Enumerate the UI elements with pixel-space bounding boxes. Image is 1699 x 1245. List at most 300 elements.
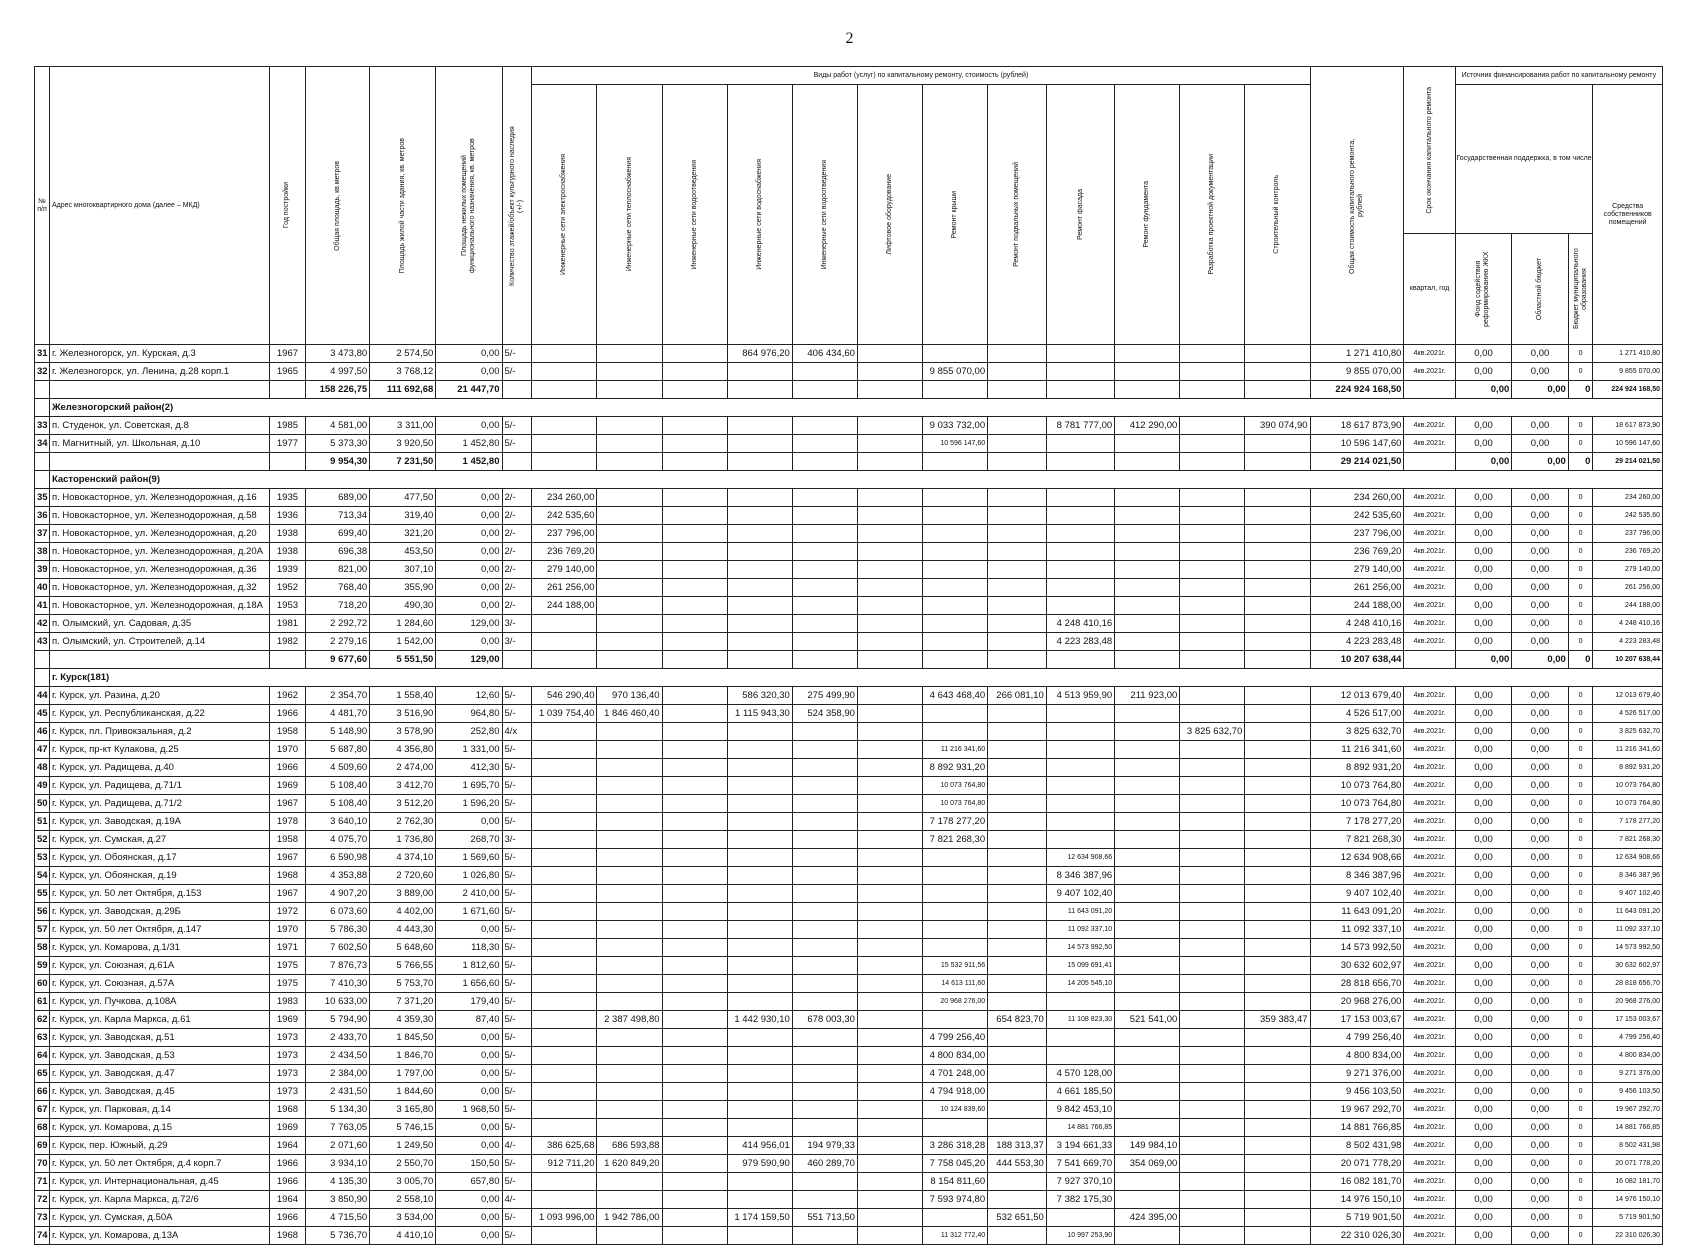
work-cost-7 bbox=[923, 615, 988, 633]
address: г. Курск, ул. 50 лет Октября, д.4 корп.7 bbox=[49, 1155, 269, 1173]
owners-amount: 20 968 276,00 bbox=[1593, 993, 1663, 1011]
municipal-amount: 0 bbox=[1568, 1029, 1593, 1047]
total-cost: 16 082 181,70 bbox=[1310, 1173, 1404, 1191]
total-cost: 237 796,00 bbox=[1310, 525, 1404, 543]
build-year: 1968 bbox=[269, 1227, 305, 1245]
work-cost-2 bbox=[597, 579, 662, 597]
address: п. Студенок, ул. Советская, д.8 bbox=[49, 417, 269, 435]
living-area: 4 374,10 bbox=[370, 849, 436, 867]
header-work-roof: Ремонт крыши bbox=[923, 85, 988, 345]
nonres-area: 0,00 bbox=[436, 507, 502, 525]
work-cost-1 bbox=[532, 741, 597, 759]
work-cost-2 bbox=[597, 777, 662, 795]
work-cost-10: 424 395,00 bbox=[1115, 1209, 1180, 1227]
nonres-area: 0,00 bbox=[436, 543, 502, 561]
work-cost-12 bbox=[1245, 849, 1310, 867]
work-cost-6 bbox=[857, 1209, 922, 1227]
total-area: 3 934,10 bbox=[306, 1155, 370, 1173]
work-cost-2: 970 136,40 bbox=[597, 687, 662, 705]
section-row bbox=[35, 669, 1663, 687]
deadline: 4кв.2021г. bbox=[1404, 1173, 1455, 1191]
owners-amount: 12 013 679,40 bbox=[1593, 687, 1663, 705]
table-row bbox=[35, 1155, 1663, 1173]
work-cost-8 bbox=[988, 759, 1047, 777]
work-cost-12: 390 074,90 bbox=[1245, 417, 1310, 435]
municipal-amount: 0 bbox=[1568, 759, 1593, 777]
header-living-area: Площадь жилой части здания, кв. метров bbox=[370, 67, 436, 345]
fund-amount: 0,00 bbox=[1455, 525, 1512, 543]
total-area: 5 148,90 bbox=[306, 723, 370, 741]
floors: 5/- bbox=[502, 1065, 532, 1083]
work-cost-9: 15 099 691,41 bbox=[1046, 957, 1114, 975]
living-area: 2 720,60 bbox=[370, 867, 436, 885]
fund-amount: 0,00 bbox=[1455, 1137, 1512, 1155]
fund-amount: 0,00 bbox=[1455, 867, 1512, 885]
work-cost-10 bbox=[1115, 813, 1180, 831]
total-area: 7 602,50 bbox=[306, 939, 370, 957]
work-cost-3 bbox=[662, 633, 727, 651]
work-cost-8 bbox=[988, 885, 1047, 903]
work-cost-12 bbox=[1245, 921, 1310, 939]
build-year: 1971 bbox=[269, 939, 305, 957]
work-cost-3 bbox=[662, 957, 727, 975]
owners-amount: 19 967 292,70 bbox=[1593, 1101, 1663, 1119]
header-address: Адрес многоквартирного дома (далее – МКД) bbox=[49, 67, 269, 345]
work-cost-11 bbox=[1180, 525, 1245, 543]
work-cost-2 bbox=[597, 759, 662, 777]
address: г. Курск, ул. Заводская, д.53 bbox=[49, 1047, 269, 1065]
build-year: 1966 bbox=[269, 1155, 305, 1173]
fund-amount: 0,00 bbox=[1455, 489, 1512, 507]
floors: 2/- bbox=[502, 561, 532, 579]
address-cell bbox=[49, 381, 269, 399]
build-year: 1935 bbox=[269, 489, 305, 507]
address: г. Курск, ул. Радищева, д.40 bbox=[49, 759, 269, 777]
regional-amount: 0,00 bbox=[1512, 687, 1569, 705]
work-cost-9 bbox=[1046, 1029, 1114, 1047]
work-cost-11 bbox=[1180, 849, 1245, 867]
work-cost-6 bbox=[857, 1227, 922, 1245]
work-cost-10 bbox=[1115, 1083, 1180, 1101]
header-works-group: Виды работ (услуг) по капитальному ремонту, стоимость (рублей) bbox=[532, 67, 1310, 85]
floors: 5/- bbox=[502, 813, 532, 831]
municipal-amount: 0 bbox=[1568, 957, 1593, 975]
work-cost-1 bbox=[532, 1083, 597, 1101]
work-cost-9 bbox=[1046, 597, 1114, 615]
work-cost-12: 359 383,47 bbox=[1245, 1011, 1310, 1029]
work-cost-2 bbox=[597, 957, 662, 975]
build-year: 1938 bbox=[269, 543, 305, 561]
work-cost-12 bbox=[1245, 885, 1310, 903]
work-cost-6 bbox=[857, 543, 922, 561]
capital-repair-table-wrapper bbox=[34, 66, 1663, 1245]
address: п. Олымский, ул. Садовая, д.35 bbox=[49, 615, 269, 633]
work-cost-7: 15 532 911,56 bbox=[923, 957, 988, 975]
work-cost-11 bbox=[1180, 435, 1245, 453]
address: п. Новокасторное, ул. Железнодорожная, д.58 bbox=[49, 507, 269, 525]
work-cost-1: 1 039 754,40 bbox=[532, 705, 597, 723]
total-cost: 236 769,20 bbox=[1310, 543, 1404, 561]
municipal-amount: 0 bbox=[1568, 1065, 1593, 1083]
regional-amount: 0,00 bbox=[1512, 345, 1569, 363]
work-cost-1 bbox=[532, 1173, 597, 1191]
work-cost-9: 8 346 387,96 bbox=[1046, 867, 1114, 885]
row-number: 54 bbox=[35, 867, 50, 885]
work-cost-7: 8 892 931,20 bbox=[923, 759, 988, 777]
floors: 5/- bbox=[502, 1029, 532, 1047]
work-cost-7 bbox=[923, 543, 988, 561]
total-cost: 7 821 268,30 bbox=[1310, 831, 1404, 849]
header-total-cost: Общая стоимость капитального ремонта, рублей bbox=[1310, 67, 1404, 345]
work-cost-2 bbox=[597, 363, 662, 381]
living-area: 3 768,12 bbox=[370, 363, 436, 381]
municipal-amount: 0 bbox=[1568, 1173, 1593, 1191]
work-cost-6 bbox=[857, 1047, 922, 1065]
living-area: 4 356,80 bbox=[370, 741, 436, 759]
header-floors: Количество этажей/объект культурного наследия (+/-) bbox=[502, 67, 532, 345]
work-cost-5 bbox=[792, 633, 857, 651]
deadline: 4кв.2021г. bbox=[1404, 1101, 1455, 1119]
work-cost-cell bbox=[727, 381, 792, 399]
fund-amount: 0,00 bbox=[1455, 1101, 1512, 1119]
table-row bbox=[35, 1047, 1663, 1065]
work-cost-9 bbox=[1046, 741, 1114, 759]
floors: 5/- bbox=[502, 1047, 532, 1065]
work-cost-9 bbox=[1046, 813, 1114, 831]
work-cost-cell bbox=[1115, 381, 1180, 399]
work-cost-11 bbox=[1180, 903, 1245, 921]
total-area: 718,20 bbox=[306, 597, 370, 615]
work-cost-5 bbox=[792, 363, 857, 381]
nonres-area: 412,30 bbox=[436, 759, 502, 777]
subtotal-fund: 0,00 bbox=[1455, 381, 1512, 399]
work-cost-9: 14 205 545,10 bbox=[1046, 975, 1114, 993]
header-work-electric: Инженерные сети электроснабжения bbox=[532, 85, 597, 345]
work-cost-9 bbox=[1046, 525, 1114, 543]
work-cost-12 bbox=[1245, 903, 1310, 921]
work-cost-1 bbox=[532, 435, 597, 453]
work-cost-3 bbox=[662, 1065, 727, 1083]
subtotal-row bbox=[35, 651, 1663, 669]
work-cost-10 bbox=[1115, 507, 1180, 525]
municipal-amount: 0 bbox=[1568, 867, 1593, 885]
work-cost-6 bbox=[857, 597, 922, 615]
work-cost-6 bbox=[857, 417, 922, 435]
work-cost-cell bbox=[857, 651, 922, 669]
work-cost-9: 9 407 102,40 bbox=[1046, 885, 1114, 903]
work-cost-9: 14 881 766,85 bbox=[1046, 1119, 1114, 1137]
living-area: 1 284,60 bbox=[370, 615, 436, 633]
deadline: 4кв.2021г. bbox=[1404, 1119, 1455, 1137]
work-cost-7 bbox=[923, 633, 988, 651]
nonres-area: 1 331,00 bbox=[436, 741, 502, 759]
work-cost-8 bbox=[988, 867, 1047, 885]
work-cost-12 bbox=[1245, 759, 1310, 777]
work-cost-12 bbox=[1245, 1209, 1310, 1227]
regional-amount: 0,00 bbox=[1512, 777, 1569, 795]
work-cost-8 bbox=[988, 543, 1047, 561]
work-cost-1 bbox=[532, 939, 597, 957]
row-number: 41 bbox=[35, 597, 50, 615]
work-cost-1: 234 260,00 bbox=[532, 489, 597, 507]
work-cost-8 bbox=[988, 417, 1047, 435]
deadline: 4кв.2021г. bbox=[1404, 1209, 1455, 1227]
work-cost-10: 521 541,00 bbox=[1115, 1011, 1180, 1029]
work-cost-3 bbox=[662, 1011, 727, 1029]
municipal-amount: 0 bbox=[1568, 777, 1593, 795]
table-row bbox=[35, 525, 1663, 543]
work-cost-6 bbox=[857, 741, 922, 759]
header-municipal-budget: Бюджет муниципального образования bbox=[1568, 234, 1593, 345]
work-cost-3 bbox=[662, 687, 727, 705]
work-cost-3 bbox=[662, 597, 727, 615]
work-cost-cell bbox=[532, 651, 597, 669]
work-cost-1 bbox=[532, 1119, 597, 1137]
header-funding-group: Источник финансирования работ по капитальному ремонту bbox=[1455, 67, 1662, 85]
work-cost-11 bbox=[1180, 345, 1245, 363]
owners-amount: 8 502 431,98 bbox=[1593, 1137, 1663, 1155]
build-year: 1978 bbox=[269, 813, 305, 831]
work-cost-8 bbox=[988, 1083, 1047, 1101]
work-cost-cell bbox=[988, 381, 1047, 399]
address: г. Железногорск, ул. Курская, д.3 bbox=[49, 345, 269, 363]
nonres-area: 0,00 bbox=[436, 345, 502, 363]
work-cost-10 bbox=[1115, 543, 1180, 561]
row-num-cell bbox=[35, 453, 50, 471]
work-cost-7: 7 821 268,30 bbox=[923, 831, 988, 849]
nonres-area: 0,00 bbox=[436, 813, 502, 831]
total-area: 2 433,70 bbox=[306, 1029, 370, 1047]
work-cost-6 bbox=[857, 1137, 922, 1155]
total-cost: 1 271 410,80 bbox=[1310, 345, 1404, 363]
deadline: 4кв.2021г. bbox=[1404, 705, 1455, 723]
work-cost-10 bbox=[1115, 435, 1180, 453]
work-cost-9 bbox=[1046, 363, 1114, 381]
work-cost-3 bbox=[662, 1227, 727, 1245]
living-area: 1 845,50 bbox=[370, 1029, 436, 1047]
address: г. Курск, ул. Карла Маркса, д.61 bbox=[49, 1011, 269, 1029]
header-work-water-outlet: Инженерные сети водоотведения bbox=[792, 85, 857, 345]
work-cost-10 bbox=[1115, 489, 1180, 507]
total-area: 4 907,20 bbox=[306, 885, 370, 903]
nonres-area: 0,00 bbox=[436, 561, 502, 579]
work-cost-12 bbox=[1245, 1065, 1310, 1083]
municipal-amount: 0 bbox=[1568, 525, 1593, 543]
address: г. Курск, ул. Сумская, д.50А bbox=[49, 1209, 269, 1227]
total-area: 2 354,70 bbox=[306, 687, 370, 705]
work-cost-9: 4 513 959,90 bbox=[1046, 687, 1114, 705]
build-year: 1967 bbox=[269, 795, 305, 813]
nonres-area: 2 410,00 bbox=[436, 885, 502, 903]
municipal-amount: 0 bbox=[1568, 1137, 1593, 1155]
total-cost: 17 153 003,67 bbox=[1310, 1011, 1404, 1029]
total-cost: 244 188,00 bbox=[1310, 597, 1404, 615]
work-cost-11 bbox=[1180, 561, 1245, 579]
address: г. Курск, ул. Разина, д.20 bbox=[49, 687, 269, 705]
subtotal-living-area: 7 231,50 bbox=[370, 453, 436, 471]
row-number: 56 bbox=[35, 903, 50, 921]
work-cost-4 bbox=[727, 1173, 792, 1191]
work-cost-7 bbox=[923, 345, 988, 363]
work-cost-11 bbox=[1180, 1047, 1245, 1065]
header-nonres-area: Площадь нежилых помещений функционального назначения, кв. метров bbox=[436, 67, 502, 345]
regional-amount: 0,00 bbox=[1512, 903, 1569, 921]
subtotal-fund: 0,00 bbox=[1455, 453, 1512, 471]
row-number: 39 bbox=[35, 561, 50, 579]
owners-amount: 9 407 102,40 bbox=[1593, 885, 1663, 903]
work-cost-4 bbox=[727, 417, 792, 435]
work-cost-6 bbox=[857, 489, 922, 507]
work-cost-7: 9 033 732,00 bbox=[923, 417, 988, 435]
regional-amount: 0,00 bbox=[1512, 561, 1569, 579]
work-cost-3 bbox=[662, 1137, 727, 1155]
deadline: 4кв.2021г. bbox=[1404, 345, 1455, 363]
work-cost-cell bbox=[792, 651, 857, 669]
address: г. Курск, ул. Карла Маркса, д.72/6 bbox=[49, 1191, 269, 1209]
work-cost-12 bbox=[1245, 579, 1310, 597]
work-cost-5 bbox=[792, 759, 857, 777]
work-cost-cell bbox=[727, 453, 792, 471]
fund-amount: 0,00 bbox=[1455, 1155, 1512, 1173]
regional-amount: 0,00 bbox=[1512, 1209, 1569, 1227]
nonres-area: 1 812,60 bbox=[436, 957, 502, 975]
work-cost-9 bbox=[1046, 345, 1114, 363]
build-year: 1958 bbox=[269, 723, 305, 741]
regional-amount: 0,00 bbox=[1512, 615, 1569, 633]
work-cost-9 bbox=[1046, 723, 1114, 741]
floors: 5/- bbox=[502, 795, 532, 813]
work-cost-3 bbox=[662, 975, 727, 993]
owners-amount: 14 881 766,85 bbox=[1593, 1119, 1663, 1137]
work-cost-7: 4 794 918,00 bbox=[923, 1083, 988, 1101]
row-number: 53 bbox=[35, 849, 50, 867]
work-cost-4 bbox=[727, 1101, 792, 1119]
work-cost-3 bbox=[662, 813, 727, 831]
table-row bbox=[35, 777, 1663, 795]
work-cost-8 bbox=[988, 507, 1047, 525]
row-num-cell bbox=[35, 381, 50, 399]
work-cost-10 bbox=[1115, 525, 1180, 543]
work-cost-10: 149 984,10 bbox=[1115, 1137, 1180, 1155]
build-year: 1964 bbox=[269, 1137, 305, 1155]
floors: 5/- bbox=[502, 741, 532, 759]
total-cost: 20 968 276,00 bbox=[1310, 993, 1404, 1011]
address: г. Курск, ул. Заводская, д.45 bbox=[49, 1083, 269, 1101]
living-area: 4 359,30 bbox=[370, 1011, 436, 1029]
living-area: 3 412,70 bbox=[370, 777, 436, 795]
work-cost-cell bbox=[988, 651, 1047, 669]
owners-amount: 10 596 147,60 bbox=[1593, 435, 1663, 453]
municipal-amount: 0 bbox=[1568, 921, 1593, 939]
work-cost-1 bbox=[532, 777, 597, 795]
row-number: 31 bbox=[35, 345, 50, 363]
build-year: 1968 bbox=[269, 1101, 305, 1119]
work-cost-10 bbox=[1115, 831, 1180, 849]
header-work-basement: Ремонт подвальных помещений bbox=[988, 85, 1047, 345]
work-cost-7 bbox=[923, 903, 988, 921]
header-work-foundation: Ремонт фундамента bbox=[1115, 85, 1180, 345]
work-cost-4: 1 174 159,50 bbox=[727, 1209, 792, 1227]
fund-amount: 0,00 bbox=[1455, 561, 1512, 579]
total-cost: 279 140,00 bbox=[1310, 561, 1404, 579]
owners-amount: 279 140,00 bbox=[1593, 561, 1663, 579]
owners-amount: 20 071 778,20 bbox=[1593, 1155, 1663, 1173]
work-cost-1 bbox=[532, 957, 597, 975]
floors: 5/- bbox=[502, 1209, 532, 1227]
work-cost-11: 3 825 632,70 bbox=[1180, 723, 1245, 741]
fund-amount: 0,00 bbox=[1455, 1191, 1512, 1209]
total-area: 5 134,30 bbox=[306, 1101, 370, 1119]
year-cell bbox=[269, 453, 305, 471]
work-cost-5 bbox=[792, 561, 857, 579]
nonres-area: 0,00 bbox=[436, 1191, 502, 1209]
work-cost-11 bbox=[1180, 1083, 1245, 1101]
owners-amount: 10 073 764,80 bbox=[1593, 795, 1663, 813]
regional-amount: 0,00 bbox=[1512, 849, 1569, 867]
build-year: 1973 bbox=[269, 1065, 305, 1083]
work-cost-3 bbox=[662, 939, 727, 957]
work-cost-11 bbox=[1180, 507, 1245, 525]
fund-amount: 0,00 bbox=[1455, 975, 1512, 993]
work-cost-5 bbox=[792, 1101, 857, 1119]
work-cost-3 bbox=[662, 1209, 727, 1227]
owners-amount: 244 188,00 bbox=[1593, 597, 1663, 615]
row-number: 52 bbox=[35, 831, 50, 849]
row-number: 47 bbox=[35, 741, 50, 759]
owners-amount: 11 643 091,20 bbox=[1593, 903, 1663, 921]
address: г. Курск, ул. Республиканская, д.22 bbox=[49, 705, 269, 723]
work-cost-6 bbox=[857, 1119, 922, 1137]
row-number: 65 bbox=[35, 1065, 50, 1083]
work-cost-4 bbox=[727, 885, 792, 903]
living-area: 5 746,15 bbox=[370, 1119, 436, 1137]
work-cost-cell bbox=[662, 453, 727, 471]
regional-amount: 0,00 bbox=[1512, 921, 1569, 939]
subtotal-nonres-area: 21 447,70 bbox=[436, 381, 502, 399]
regional-amount: 0,00 bbox=[1512, 1155, 1569, 1173]
subtotal-municipal: 0 bbox=[1568, 651, 1593, 669]
floors: 5/- bbox=[502, 921, 532, 939]
work-cost-1: 261 256,00 bbox=[532, 579, 597, 597]
work-cost-5 bbox=[792, 1029, 857, 1047]
work-cost-2: 1 846 460,40 bbox=[597, 705, 662, 723]
total-area: 4 509,60 bbox=[306, 759, 370, 777]
floors: 2/- bbox=[502, 597, 532, 615]
subtotal-municipal: 0 bbox=[1568, 453, 1593, 471]
work-cost-1: 1 093 996,00 bbox=[532, 1209, 597, 1227]
work-cost-11 bbox=[1180, 795, 1245, 813]
total-area: 2 434,50 bbox=[306, 1047, 370, 1065]
work-cost-3 bbox=[662, 795, 727, 813]
owners-amount: 22 310 026,30 bbox=[1593, 1227, 1663, 1245]
owners-amount: 11 216 341,60 bbox=[1593, 741, 1663, 759]
work-cost-cell bbox=[532, 453, 597, 471]
work-cost-6 bbox=[857, 525, 922, 543]
total-area: 821,00 bbox=[306, 561, 370, 579]
row-number: 70 bbox=[35, 1155, 50, 1173]
living-area: 2 762,30 bbox=[370, 813, 436, 831]
deadline: 4кв.2021г. bbox=[1404, 1029, 1455, 1047]
row-num-cell bbox=[35, 651, 50, 669]
work-cost-7: 11 312 772,40 bbox=[923, 1227, 988, 1245]
work-cost-10 bbox=[1115, 615, 1180, 633]
row-number: 58 bbox=[35, 939, 50, 957]
work-cost-3 bbox=[662, 1047, 727, 1065]
owners-amount: 242 535,60 bbox=[1593, 507, 1663, 525]
work-cost-8 bbox=[988, 1227, 1047, 1245]
work-cost-9: 7 927 370,10 bbox=[1046, 1173, 1114, 1191]
work-cost-10 bbox=[1115, 561, 1180, 579]
